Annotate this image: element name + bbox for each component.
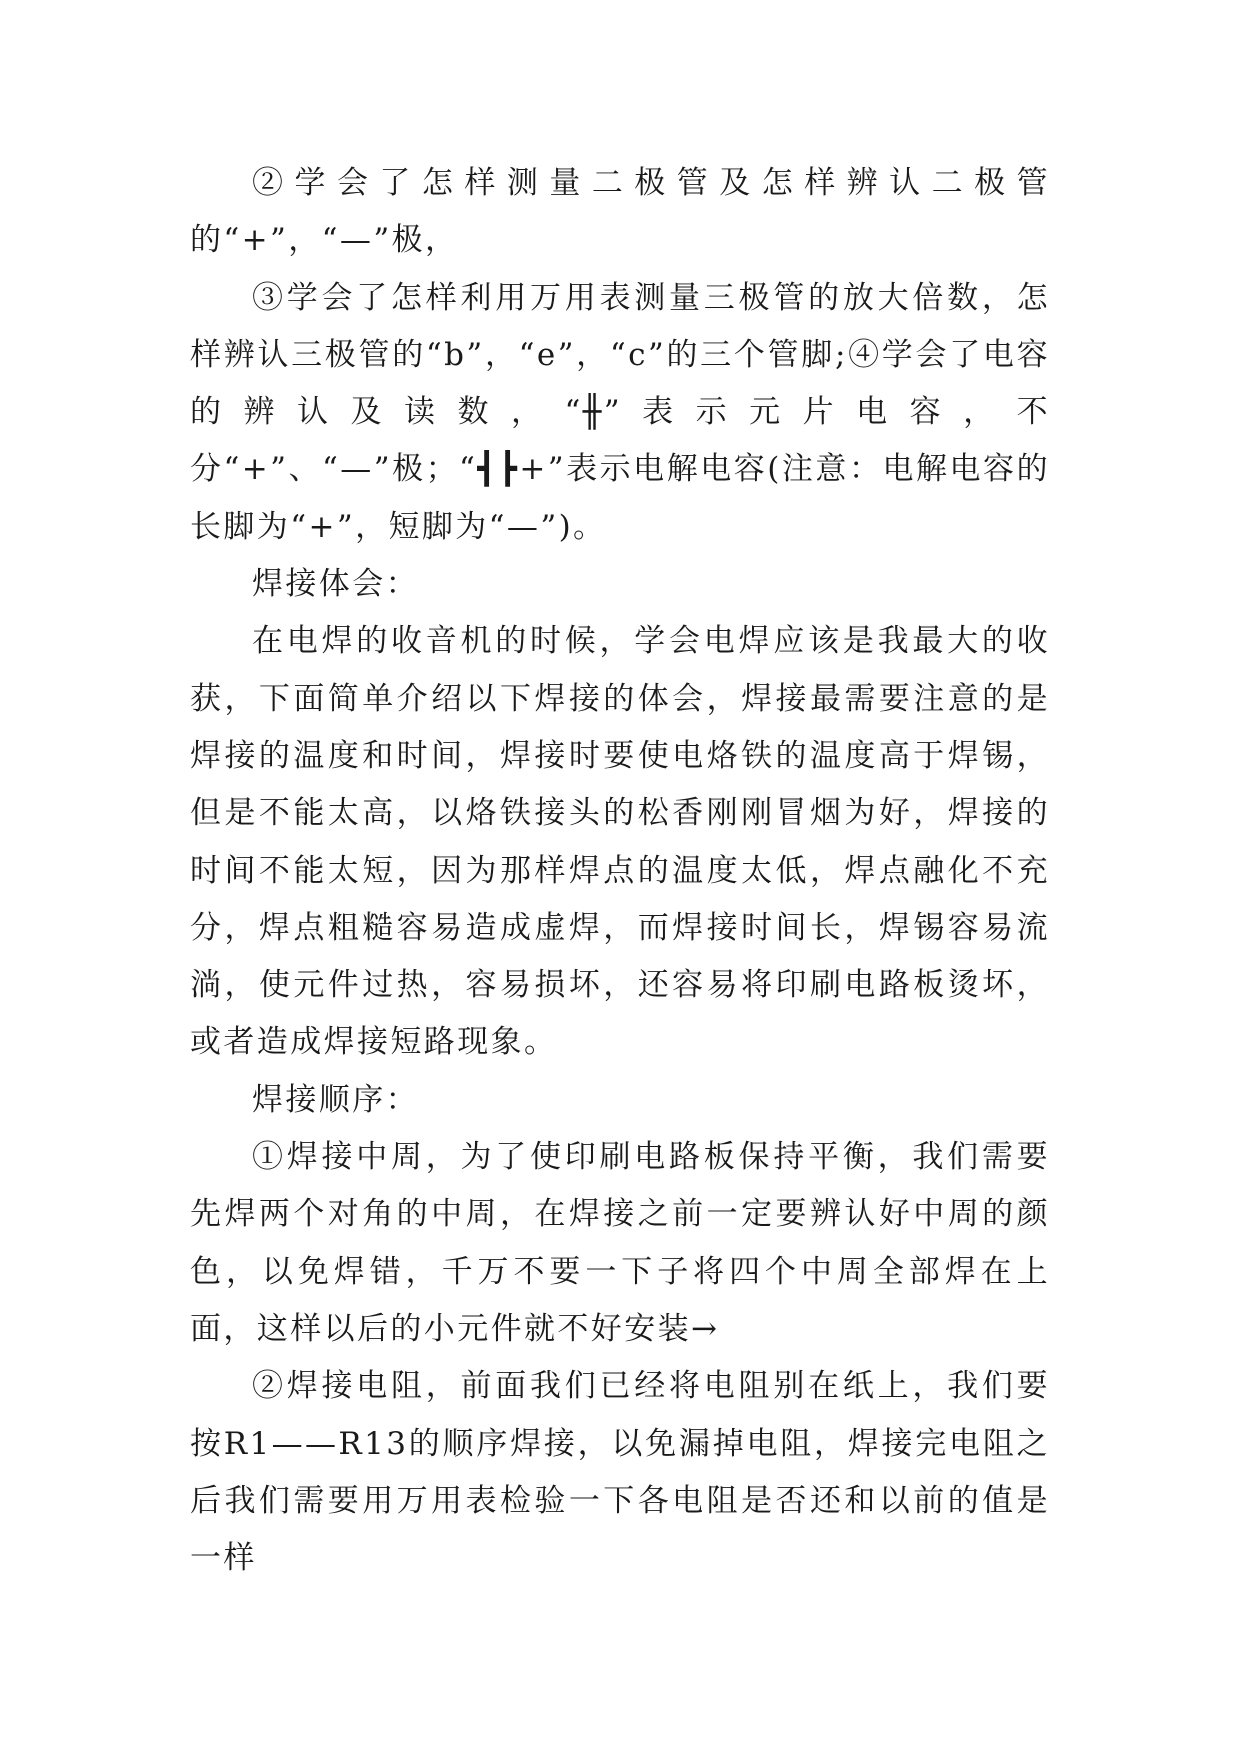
paragraph-welding-step-1: ①焊接中周，为了使印刷电路板保持平衡，我们需要先焊两个对角的中周，在焊接之前一定要辨认好中周的颜色，以免焊错，千万不要一下子将四个中周全部焊在上面，这样以后的小元件就不好安装→ — [190, 1139, 1050, 1347]
paragraph-welding-experience: 在电焊的收音机的时候，学会电焊应该是我最大的收获，下面简单介绍以下焊接的体会，焊接最需要注意的是焊接的温度和时间，焊接时要使电烙铁的温度高于焊锡，但是不能太高，以烙铁接头的松香刚刚冒烟为好，焊接的时间不能太短，因为那样焊点的温度太低，焊点融化不充分，焊点粗糙容易造成虚焊，而焊接时间长，焊锡容易流淌，使元件过热，容易损坏，还容易将印刷电路板烫坏，或者造成焊接短路现象。 — [190, 623, 1050, 1061]
paragraph-welding-experience-heading: 焊接体会： — [252, 566, 419, 603]
paragraph-welding-order-heading: 焊接顺序： — [252, 1081, 419, 1118]
paragraph-diode-learning: ②学会了怎样测量二极管及怎样辨认二极管的“+”，“—”极， — [190, 165, 1050, 259]
paragraph-welding-step-2: ②焊接电阻，前面我们已经将电阻别在纸上，我们要按R1——R13的顺序焊接，以免漏掉电阻，焊接完电阻之后我们需要用万用表检验一下各电阻是否还和以前的值是一样 — [190, 1368, 1050, 1577]
document-body — [190, 155, 1050, 1587]
paragraph-transistor-capacitor-learning: ③学会了怎样利用万用表测量三极管的放大倍数，怎样辨认三极管的“b”，“e”，“c”的三个管脚;④学会了电容的辨认及读数，“╫”表示元片电容，不分“+”、“—”极；“┫┣+”表示电解电容(注意：电解电容的长脚为“+”，短脚为“—”)。 — [190, 279, 1050, 545]
